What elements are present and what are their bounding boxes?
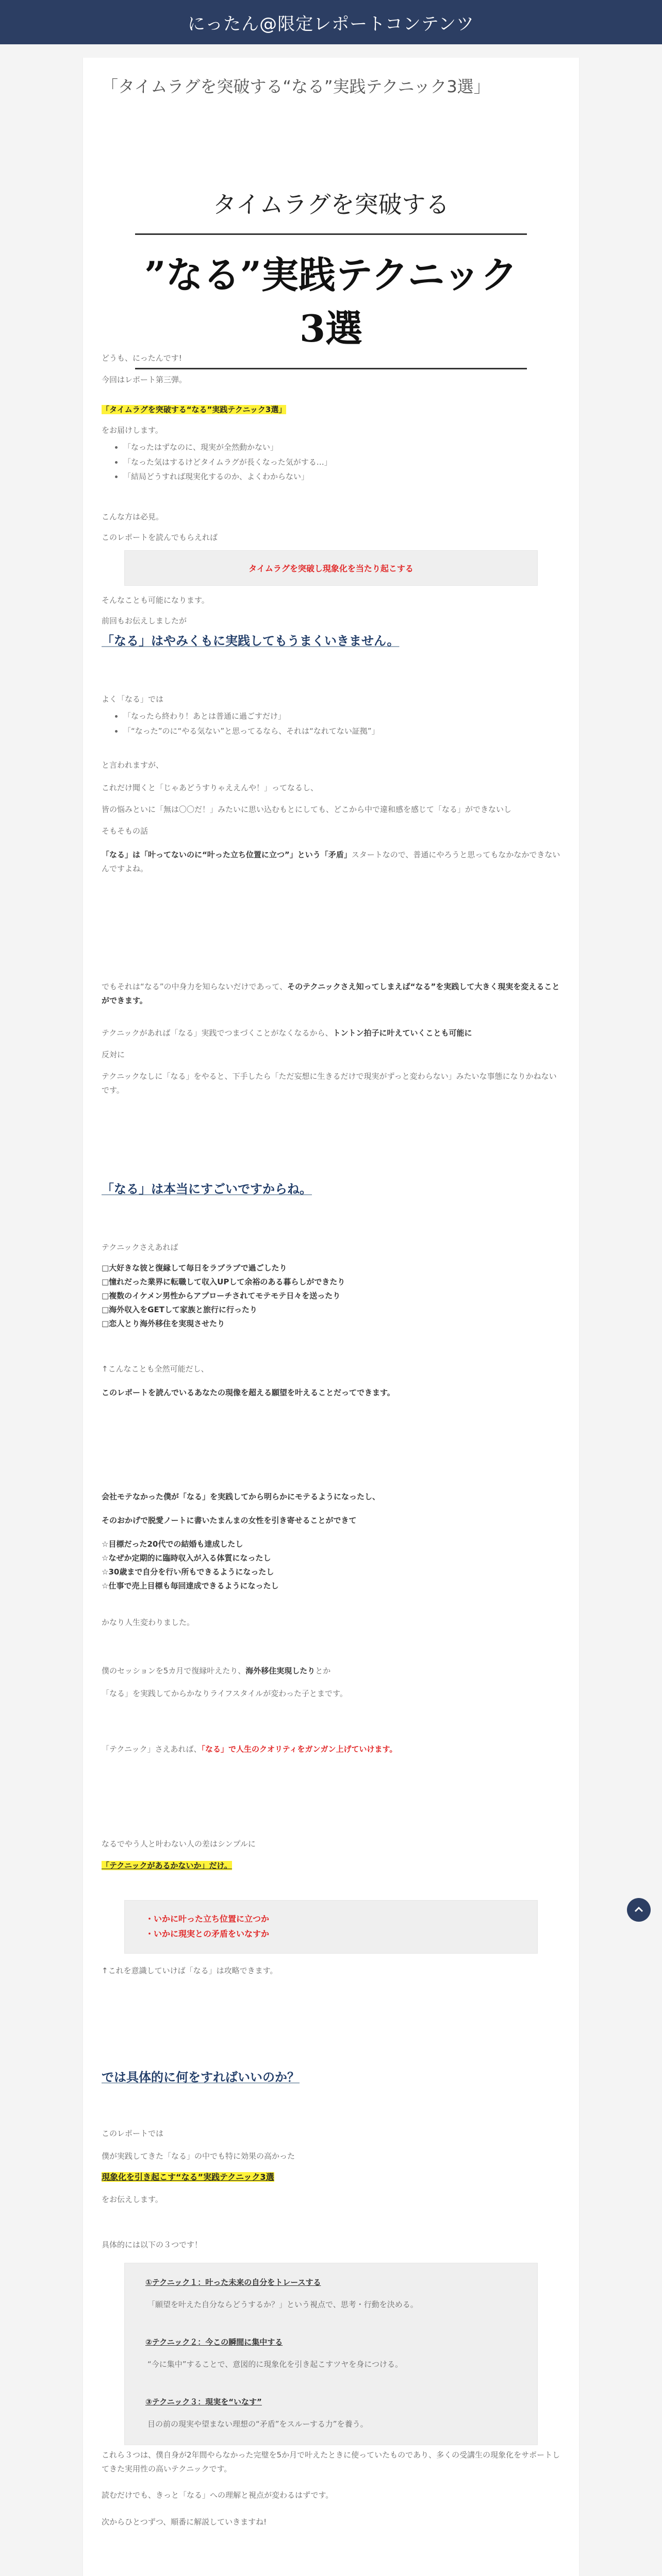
greeting: どうも、にったんです! xyxy=(102,353,182,363)
naru-bold: 「なる」は「叶ってないのに“叶った立ち位置に立つ”」という「矛盾」 xyxy=(102,850,352,859)
hero-title xyxy=(102,186,560,369)
technique-desc: 目の前の現実や望まない理想の“矛盾”をスルーする力”を養う。 xyxy=(147,2419,368,2429)
check-item: □海外収入をGETして家族と旅行に行ったり xyxy=(102,1305,257,1314)
more-text: ↑こんなことも全然可能だし、 xyxy=(102,1364,209,1374)
check-item: □大好きな彼と復縁して毎日をラブラブで過ごしたり xyxy=(102,1263,287,1273)
report-lead-2: 僕が実践してきた「なる」の中でも特に効果の高かった xyxy=(102,2151,295,2161)
hero-line-2: ”なる”実践テクニック3選 xyxy=(135,245,527,369)
list-item: • 「結局どうすれば現実化するのか、よくわからない」 xyxy=(123,469,560,484)
hantai-text: 反対に xyxy=(102,1050,125,1059)
tech-bold: そのテクニックさえ知ってしまえば“なる”を実践して大きく現実を変えることができます。 xyxy=(102,982,560,1005)
techniques-highlight: 現象化を引き起こす“なる”実践テクニック3選 xyxy=(102,2172,274,2182)
naru-rest: スタートなので、普通にやろうと思ってもなかなかできないんですよね。 xyxy=(102,850,560,873)
lifestyle-text: 「なる」を実践してからかなりライフスタイルが変わった子とまです。 xyxy=(102,1689,347,1698)
result-item: ☆目標だった20代での結婚も達成したし xyxy=(102,1539,243,1549)
page-title: 「タイムラグを突破する“なる”実践テクニック3選」 xyxy=(102,77,490,96)
story-1: 会社モテなかった僕が「なる」を実践してから明らかにモテるようになったし、 xyxy=(102,1492,380,1501)
key-points-box xyxy=(124,1900,538,1954)
technique-title: ①テクニック１：叶った未来の自分をトレースする xyxy=(145,2278,321,2287)
warning-text: テクニックなしに「なる」をやると、下手したら「ただ妄想に生きるだけで現実がずっと変わらない」みたいな事態になりかねないです。 xyxy=(102,1072,557,1095)
technique-title: ②テクニック２：今この瞬間に集中する xyxy=(145,2337,283,2347)
list-item: • 「なった気はするけどタイムラグが長くなった気がする…」 xyxy=(123,455,560,470)
intro-text: 今回はレポート第三弾。 xyxy=(102,375,187,384)
tonton-bold: トントン拍子に叶えていくことも可能に xyxy=(333,1028,472,1038)
key-point: ・いかに現実との矛盾をいなすか xyxy=(145,1928,270,1939)
key-point: ・いかに叶った立ち位置に立つか xyxy=(145,1914,270,1924)
techniques-box xyxy=(124,2263,538,2445)
three-text: 具体的には以下の３つです！ xyxy=(102,2240,203,2249)
chevron-up-icon xyxy=(633,1904,645,1916)
closing-2: 読むだけでも、きっと「なる」への理解と視点が変わるはずです。 xyxy=(102,2490,334,2500)
back-to-top-button[interactable] xyxy=(627,1898,651,1922)
tonton-text: テクニックがあれば「なる」実践でつまづくことがなくなるから、 xyxy=(102,1028,333,1038)
naru-paragraph xyxy=(102,848,560,876)
diff-highlight: 「テクニックがあるかないか」だけ。 xyxy=(102,1861,232,1870)
kore-text: これだけ聞くと「じゃあどうすりゃええんや！」ってなるし、 xyxy=(102,783,319,792)
report-article xyxy=(82,58,580,2576)
person-text: こんな方は必見。 xyxy=(102,512,164,521)
section-heading: 「なる」は本当にすごいですからね。 xyxy=(102,1182,312,1196)
check-list xyxy=(102,1261,560,1331)
teach-text: をお伝えします。 xyxy=(102,2195,163,2204)
tech-lead: テクニックさえあれば xyxy=(102,1243,178,1252)
jitsu-text: 皆の悩みといに「無は〇〇だ！」みたいに思い込むもとにしても、どこから中で違和感を感じて「なる」ができないし xyxy=(102,805,512,814)
result-item: ☆仕事で売上目標も毎回達成できるようになったし xyxy=(102,1581,279,1590)
tech-text: でもそれは“なる”の中身力を知らないだけであって、 xyxy=(102,982,288,991)
result-item: ☆30歳まで自分を行い所もできるようになったし xyxy=(102,1567,274,1577)
before-text: 前回もお伝えしましたが xyxy=(102,616,187,625)
yoku-text: よく「なる」では xyxy=(102,694,164,704)
quote-list xyxy=(102,709,560,738)
story-2: そのおかげで脱愛ノートに書いたまんまの女性を引き寄せることができて xyxy=(102,1516,357,1525)
result-list xyxy=(102,1537,560,1593)
iwareru-text: と言われますが、 xyxy=(102,760,164,770)
deliver-text: をお届けします。 xyxy=(102,426,163,435)
technique-desc: “今に集中”することで、意図的に現象化を引き起こすツヤを身につける。 xyxy=(147,2360,403,2369)
target-list xyxy=(102,440,560,484)
closing-3: 次からひとつずつ、順番に解説していきますね! xyxy=(102,2517,267,2527)
report-lead: このレポートでは xyxy=(102,2129,164,2138)
highlight-title: 「タイムラグを突破する“なる”実践テクニック3選」 xyxy=(102,405,287,414)
list-item: • 「“なった”のに“やる気ない”と思ってるなら、それは“なれてない証拠”」 xyxy=(123,724,560,739)
diff-text: なるでやう人と叶わない人の差はシンプルに xyxy=(102,1839,256,1849)
list-item: • 「なったら終わり！あとは普通に過ごすだけ」 xyxy=(123,709,560,724)
callout-box xyxy=(124,550,538,586)
session-text: 僕のセッションを5カ月で復縁叶えたり、海外移住実現したりとか xyxy=(102,1666,331,1675)
check-item: □恋人とり海外移住を実現させたり xyxy=(102,1319,225,1328)
quality-text: 「テクニック」さえあれば、「なる」で人生のクオリティをガンガン上げていけます。 xyxy=(102,1744,398,1754)
possible-text: そんなことも可能になります。 xyxy=(102,596,209,605)
reader-text: このレポートを読んでいるあなたの現像を超える願望を叶えることだってできます。 xyxy=(102,1388,395,1397)
callout-text: タイムラグを突破し現象化を当たり起こする xyxy=(249,564,413,573)
technique-desc: 「願望を叶えた自分ならどうするか？」という視点で、思考・行動を決める。 xyxy=(147,2300,418,2309)
conclusion-text: ↑これを意識していけば「なる」は攻略できます。 xyxy=(102,1966,278,1975)
site-title[interactable]: にったん@限定レポートコンテンツ xyxy=(187,13,475,35)
site-header xyxy=(0,0,662,44)
tech-paragraph xyxy=(102,980,560,1008)
section-heading: では具体的に何をすればいいのか？ xyxy=(102,2070,300,2084)
closing-1: これら３つは、僕自身が2年間やらなかった完璧を5か月で叶えたときに使っていたものであり、多くの受講生の現象化をサポートしてきた実用性の高いテクニックです。 xyxy=(102,2450,560,2473)
technique-title: ③テクニック３：現実を“いなす” xyxy=(145,2397,262,2406)
result-item: ☆なぜか定期的に臨時収入が入る体質になったし xyxy=(102,1553,271,1563)
somosomo-text: そもそもの話 xyxy=(102,826,148,836)
tonton-paragraph xyxy=(102,1026,560,1040)
check-item: □複数のイケメン男性からアプローチされてモテモテ日々を送ったり xyxy=(102,1291,341,1300)
list-item: • 「なったはずなのに、現実が全然動かない」 xyxy=(123,440,560,455)
hero-line-1: タイムラグを突破する xyxy=(135,186,527,235)
section-heading: 「なる」はやみくもに実践してもうまくいきません。 xyxy=(102,634,400,648)
kanari-text: かなり人生変わりました。 xyxy=(102,1618,195,1627)
read-text: このレポートを読んでもらえれば xyxy=(102,533,218,542)
check-item: □憧れだった業界に転職して収入UPして余裕のある暮らしができたり xyxy=(102,1277,345,1286)
